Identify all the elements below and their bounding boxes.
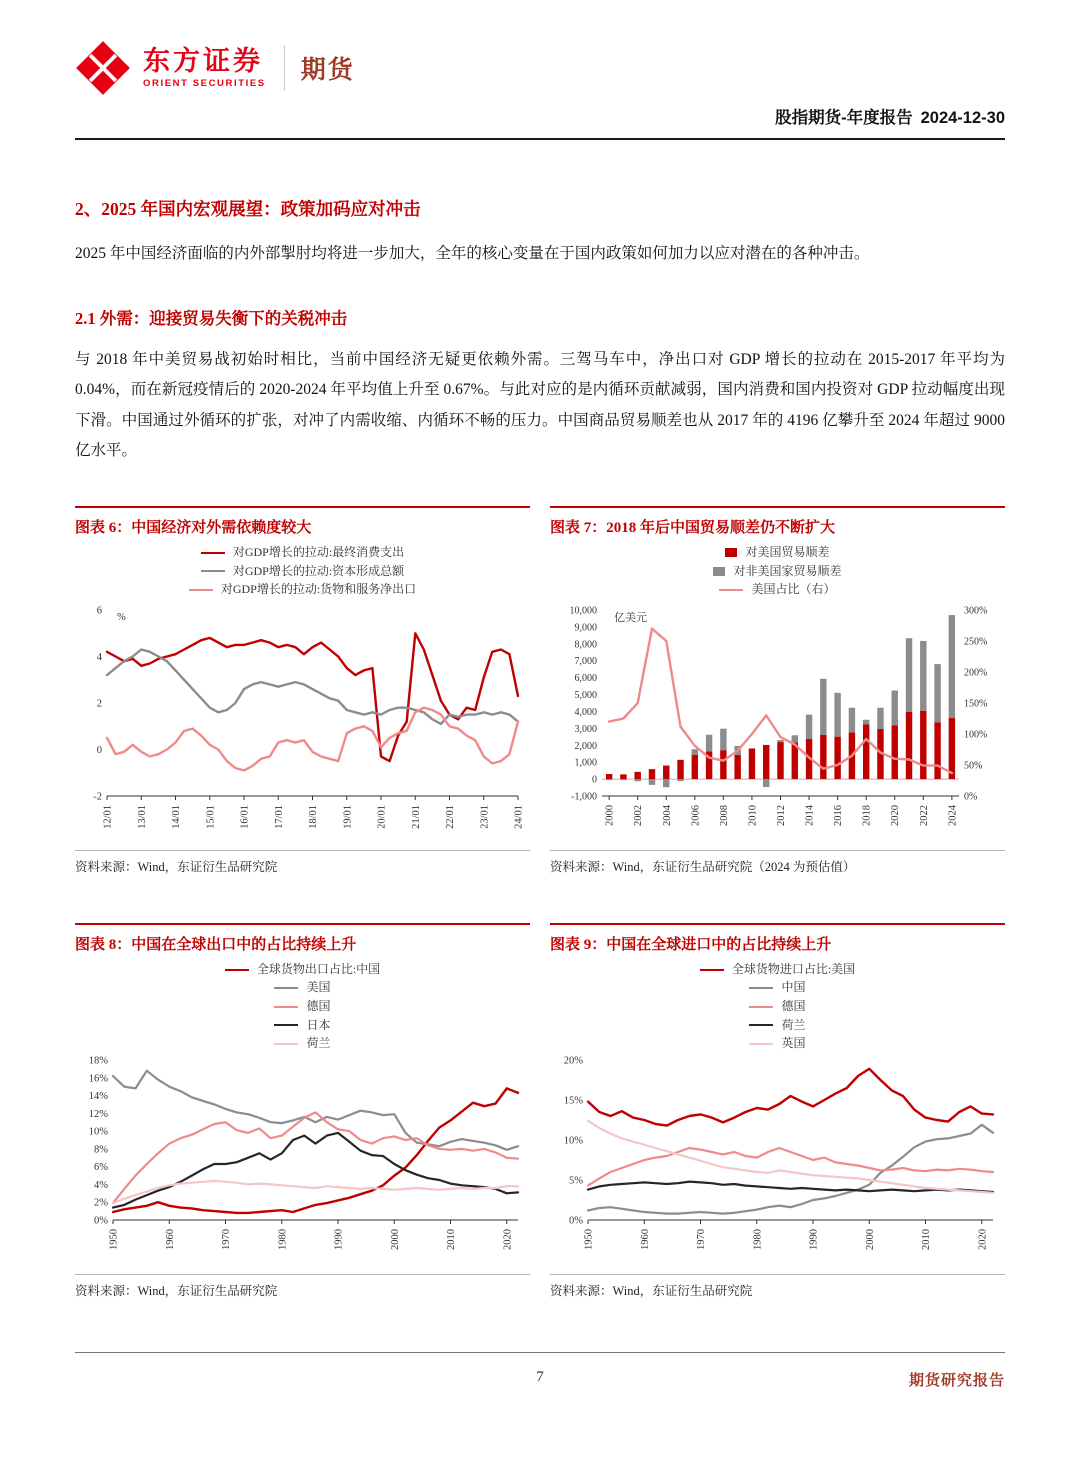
legend-line-marker	[225, 969, 249, 971]
svg-text:5%: 5%	[569, 1175, 583, 1187]
svg-text:100%: 100%	[964, 729, 988, 741]
brand-name-cn: 东方证券	[143, 45, 263, 76]
figure-9	[550, 923, 1005, 1299]
legend-item	[749, 1018, 805, 1034]
svg-text:2000: 2000	[389, 1228, 401, 1250]
svg-text:19/01: 19/01	[342, 804, 354, 829]
svg-text:5,000: 5,000	[574, 689, 597, 701]
svg-text:亿美元: 亿美元	[614, 611, 647, 624]
figure-7-title: 图表 7：2018 年后中国贸易顺差仍不断扩大	[550, 506, 1005, 543]
header-rule	[75, 138, 1005, 140]
svg-text:2010: 2010	[747, 804, 759, 826]
figure-8-title: 图表 8：中国在全球出口中的占比持续上升	[75, 923, 530, 960]
svg-text:4: 4	[96, 651, 102, 663]
legend-item	[719, 582, 835, 598]
subsection-heading: 2.1 外需：迎接贸易失衡下的关税冲击	[75, 309, 348, 329]
svg-text:-2: -2	[93, 791, 102, 803]
svg-text:18/01: 18/01	[308, 804, 319, 829]
svg-text:2020: 2020	[502, 1228, 514, 1250]
svg-text:2000: 2000	[864, 1228, 876, 1250]
report-date: 2024-12-30	[920, 109, 1005, 127]
svg-text:2,000: 2,000	[574, 740, 597, 752]
svg-text:150%: 150%	[964, 698, 988, 710]
svg-text:0%: 0%	[94, 1215, 108, 1227]
svg-text:1990: 1990	[808, 1228, 820, 1250]
svg-text:1950: 1950	[583, 1228, 595, 1250]
svg-text:1960: 1960	[164, 1228, 176, 1250]
legend-item	[725, 545, 829, 561]
svg-text:0%: 0%	[964, 791, 978, 803]
svg-text:2020: 2020	[890, 804, 902, 826]
legend-line-marker	[201, 570, 225, 572]
svg-text:2: 2	[96, 698, 102, 710]
svg-text:2024: 2024	[947, 804, 959, 826]
svg-text:1950: 1950	[108, 1228, 120, 1250]
figure-7-bar-line-chart	[550, 600, 1005, 844]
svg-text:23/01: 23/01	[479, 804, 491, 829]
svg-text:1970: 1970	[221, 1228, 232, 1250]
brand-tag-futures: 期货	[300, 56, 355, 84]
svg-text:14/01: 14/01	[171, 804, 182, 829]
legend-line-marker	[189, 589, 213, 591]
svg-text:2014: 2014	[804, 804, 816, 826]
svg-text:1960: 1960	[639, 1228, 651, 1250]
svg-text:15/01: 15/01	[205, 804, 217, 829]
svg-text:6: 6	[96, 605, 102, 617]
svg-text:21/01: 21/01	[410, 804, 422, 829]
legend-line-marker	[749, 1006, 773, 1008]
legend-item	[225, 962, 380, 978]
svg-text:2010: 2010	[446, 1228, 457, 1250]
svg-text:8,000: 8,000	[574, 639, 597, 651]
legend-line-marker	[700, 969, 724, 971]
legend-line-marker	[274, 1024, 298, 1026]
svg-text:1970: 1970	[696, 1228, 707, 1250]
logo-diamond-icon	[75, 40, 131, 96]
svg-text:4,000: 4,000	[574, 706, 597, 718]
svg-text:1980: 1980	[277, 1228, 289, 1250]
legend-label: 英国	[781, 1036, 806, 1051]
svg-text:300%: 300%	[964, 605, 988, 617]
svg-text:-1,000: -1,000	[571, 791, 597, 803]
svg-text:24/01: 24/01	[513, 804, 525, 829]
svg-text:3,000: 3,000	[574, 723, 597, 735]
figure-8	[75, 923, 530, 1299]
legend-label: 对GDP增长的拉动:货物和服务净出口	[220, 582, 417, 597]
svg-text:50%: 50%	[964, 760, 983, 772]
document-type: 股指期货-年度报告	[775, 109, 913, 127]
brand-text	[143, 47, 266, 90]
figure-6-line-chart	[75, 600, 530, 844]
svg-text:22/01: 22/01	[445, 804, 456, 829]
svg-text:1980: 1980	[752, 1228, 764, 1250]
legend-item	[189, 582, 416, 598]
legend-item	[274, 999, 330, 1015]
figure-9-line-chart	[550, 1054, 1005, 1268]
legend-item	[201, 564, 404, 580]
svg-text:2004: 2004	[661, 804, 673, 826]
legend-label: 日本	[306, 1017, 331, 1032]
svg-text:2010: 2010	[921, 1228, 932, 1250]
figure-7	[550, 506, 1005, 875]
charts-grid	[75, 506, 1005, 1299]
brand-name-en: ORIENT SECURITIES	[143, 78, 266, 90]
svg-text:18%: 18%	[88, 1055, 108, 1067]
svg-text:0: 0	[592, 774, 597, 786]
page-content	[75, 196, 1005, 1299]
legend-label: 对非美国家贸易顺差	[733, 563, 842, 578]
svg-text:12%: 12%	[88, 1108, 108, 1120]
legend-label: 美国占比（右）	[751, 582, 836, 597]
svg-text:7,000: 7,000	[574, 656, 597, 668]
figure-7-legend	[550, 543, 1005, 600]
svg-text:0: 0	[96, 744, 102, 756]
svg-text:1,000: 1,000	[574, 757, 597, 769]
svg-text:10,000: 10,000	[569, 605, 597, 617]
svg-text:2022: 2022	[918, 804, 930, 826]
legend-line-marker	[201, 552, 225, 554]
document-type-line	[75, 104, 1005, 128]
svg-text:0%: 0%	[569, 1215, 583, 1227]
svg-text:20%: 20%	[563, 1055, 583, 1067]
legend-label: 荷兰	[781, 1017, 806, 1032]
svg-text:250%: 250%	[964, 636, 988, 648]
svg-text:2002: 2002	[633, 804, 645, 826]
svg-text:10%: 10%	[88, 1126, 108, 1138]
legend-label: 对GDP增长的拉动:最终消费支出	[232, 545, 405, 560]
legend-item	[700, 962, 855, 978]
figure-6	[75, 506, 530, 875]
legend-bar-marker	[725, 548, 737, 557]
svg-text:13/01: 13/01	[136, 804, 148, 829]
svg-text:2006: 2006	[690, 804, 702, 826]
paragraph-external-demand: 与 2018 年中美贸易战初始时相比，当前中国经济无疑更依赖外需。三驾马车中，净出口对 GDP 增长的拉动在 2015-2017 年平均为 0.04%，而在新冠疫情后的 2020-2024 年平均值上升至 0.67%。与此对应的是内循环贡献减弱，国内消费和国内投资对 GDP 拉动幅度出现下滑。中国通过外循环的扩张，对冲了内需收缩、内循环不畅的压力。中国商品贸易顺差也从 2017 年的 4196 亿攀升至 2024 年超过 9000 亿水平。	[75, 351, 1005, 459]
svg-text:16%: 16%	[88, 1073, 108, 1085]
svg-text:9,000: 9,000	[574, 622, 597, 634]
legend-item	[274, 980, 330, 996]
svg-text:200%: 200%	[964, 667, 988, 679]
svg-text:8%: 8%	[94, 1144, 108, 1156]
svg-text:6%: 6%	[94, 1162, 108, 1174]
section-heading: 2、2025 年国内宏观展望：政策加码应对冲击	[75, 199, 421, 219]
figure-8-source: 资料来源：Wind，东证衍生品研究院	[75, 1274, 530, 1299]
svg-text:14%: 14%	[88, 1090, 108, 1102]
legend-item	[201, 545, 404, 561]
legend-line-marker	[719, 589, 743, 591]
figure-8-line-chart	[75, 1054, 530, 1268]
legend-label: 荷兰	[306, 1036, 331, 1051]
paragraph-intro: 2025 年中国经济面临的内外部掣肘均将进一步加大，全年的核心变量在于国内政策如何加力以应对潜在的各种冲击。	[75, 245, 870, 262]
svg-text:2018: 2018	[861, 804, 873, 826]
legend-bar-marker	[713, 567, 725, 576]
legend-label: 对美国贸易顺差	[745, 545, 830, 560]
legend-label: 美国	[306, 980, 331, 995]
legend-label: 德国	[781, 999, 806, 1014]
svg-text:2020: 2020	[977, 1228, 989, 1250]
figure-9-source: 资料来源：Wind，东证衍生品研究院	[550, 1274, 1005, 1299]
svg-text:2000: 2000	[604, 804, 616, 826]
brand-divider	[284, 45, 285, 91]
legend-item	[274, 1018, 330, 1034]
svg-text:6,000: 6,000	[574, 673, 597, 685]
svg-text:4%: 4%	[94, 1179, 108, 1191]
figure-8-legend	[75, 960, 530, 1054]
legend-label: 全球货物出口占比:中国	[256, 961, 381, 976]
legend-line-marker	[274, 1043, 298, 1045]
figure-6-legend	[75, 543, 530, 600]
legend-label: 全球货物进口占比:美国	[731, 961, 856, 976]
brand-row	[75, 36, 1005, 100]
page-footer	[75, 1352, 1005, 1413]
svg-text:1990: 1990	[333, 1228, 345, 1250]
svg-text:2016: 2016	[833, 804, 845, 826]
svg-text:10%: 10%	[563, 1135, 583, 1147]
page-number: 7	[536, 1369, 544, 1385]
legend-item	[274, 1036, 330, 1052]
svg-text:%: %	[117, 611, 126, 623]
legend-item	[749, 980, 805, 996]
legend-line-marker	[274, 1006, 298, 1008]
legend-label: 对GDP增长的拉动:资本形成总额	[232, 563, 405, 578]
legend-label: 中国	[781, 980, 806, 995]
svg-text:2012: 2012	[776, 804, 787, 826]
svg-text:2%: 2%	[94, 1197, 108, 1209]
orient-securities-logo	[75, 40, 131, 96]
svg-text:2008: 2008	[718, 804, 730, 826]
figure-9-legend	[550, 960, 1005, 1054]
figure-9-title: 图表 9：中国在全球进口中的占比持续上升	[550, 923, 1005, 960]
svg-text:15%: 15%	[563, 1095, 583, 1107]
legend-line-marker	[274, 987, 298, 989]
legend-item	[749, 999, 805, 1015]
svg-text:17/01: 17/01	[273, 804, 285, 829]
svg-text:20/01: 20/01	[376, 804, 388, 829]
svg-text:12/01: 12/01	[102, 804, 114, 829]
legend-line-marker	[749, 1043, 773, 1045]
figure-6-source: 资料来源：Wind，东证衍生品研究院	[75, 850, 530, 875]
page-header	[0, 0, 1080, 140]
footer-report-label: 期货研究报告	[908, 1372, 1005, 1389]
legend-item	[749, 1036, 805, 1052]
legend-item	[713, 564, 841, 580]
figure-7-source: 资料来源：Wind，东证衍生品研究院（2024 为预估值）	[550, 850, 1005, 875]
figure-6-title: 图表 6：中国经济对外需依赖度较大	[75, 506, 530, 543]
svg-text:16/01: 16/01	[239, 804, 251, 829]
legend-label: 德国	[306, 999, 331, 1014]
legend-line-marker	[749, 987, 773, 989]
legend-line-marker	[749, 1024, 773, 1026]
